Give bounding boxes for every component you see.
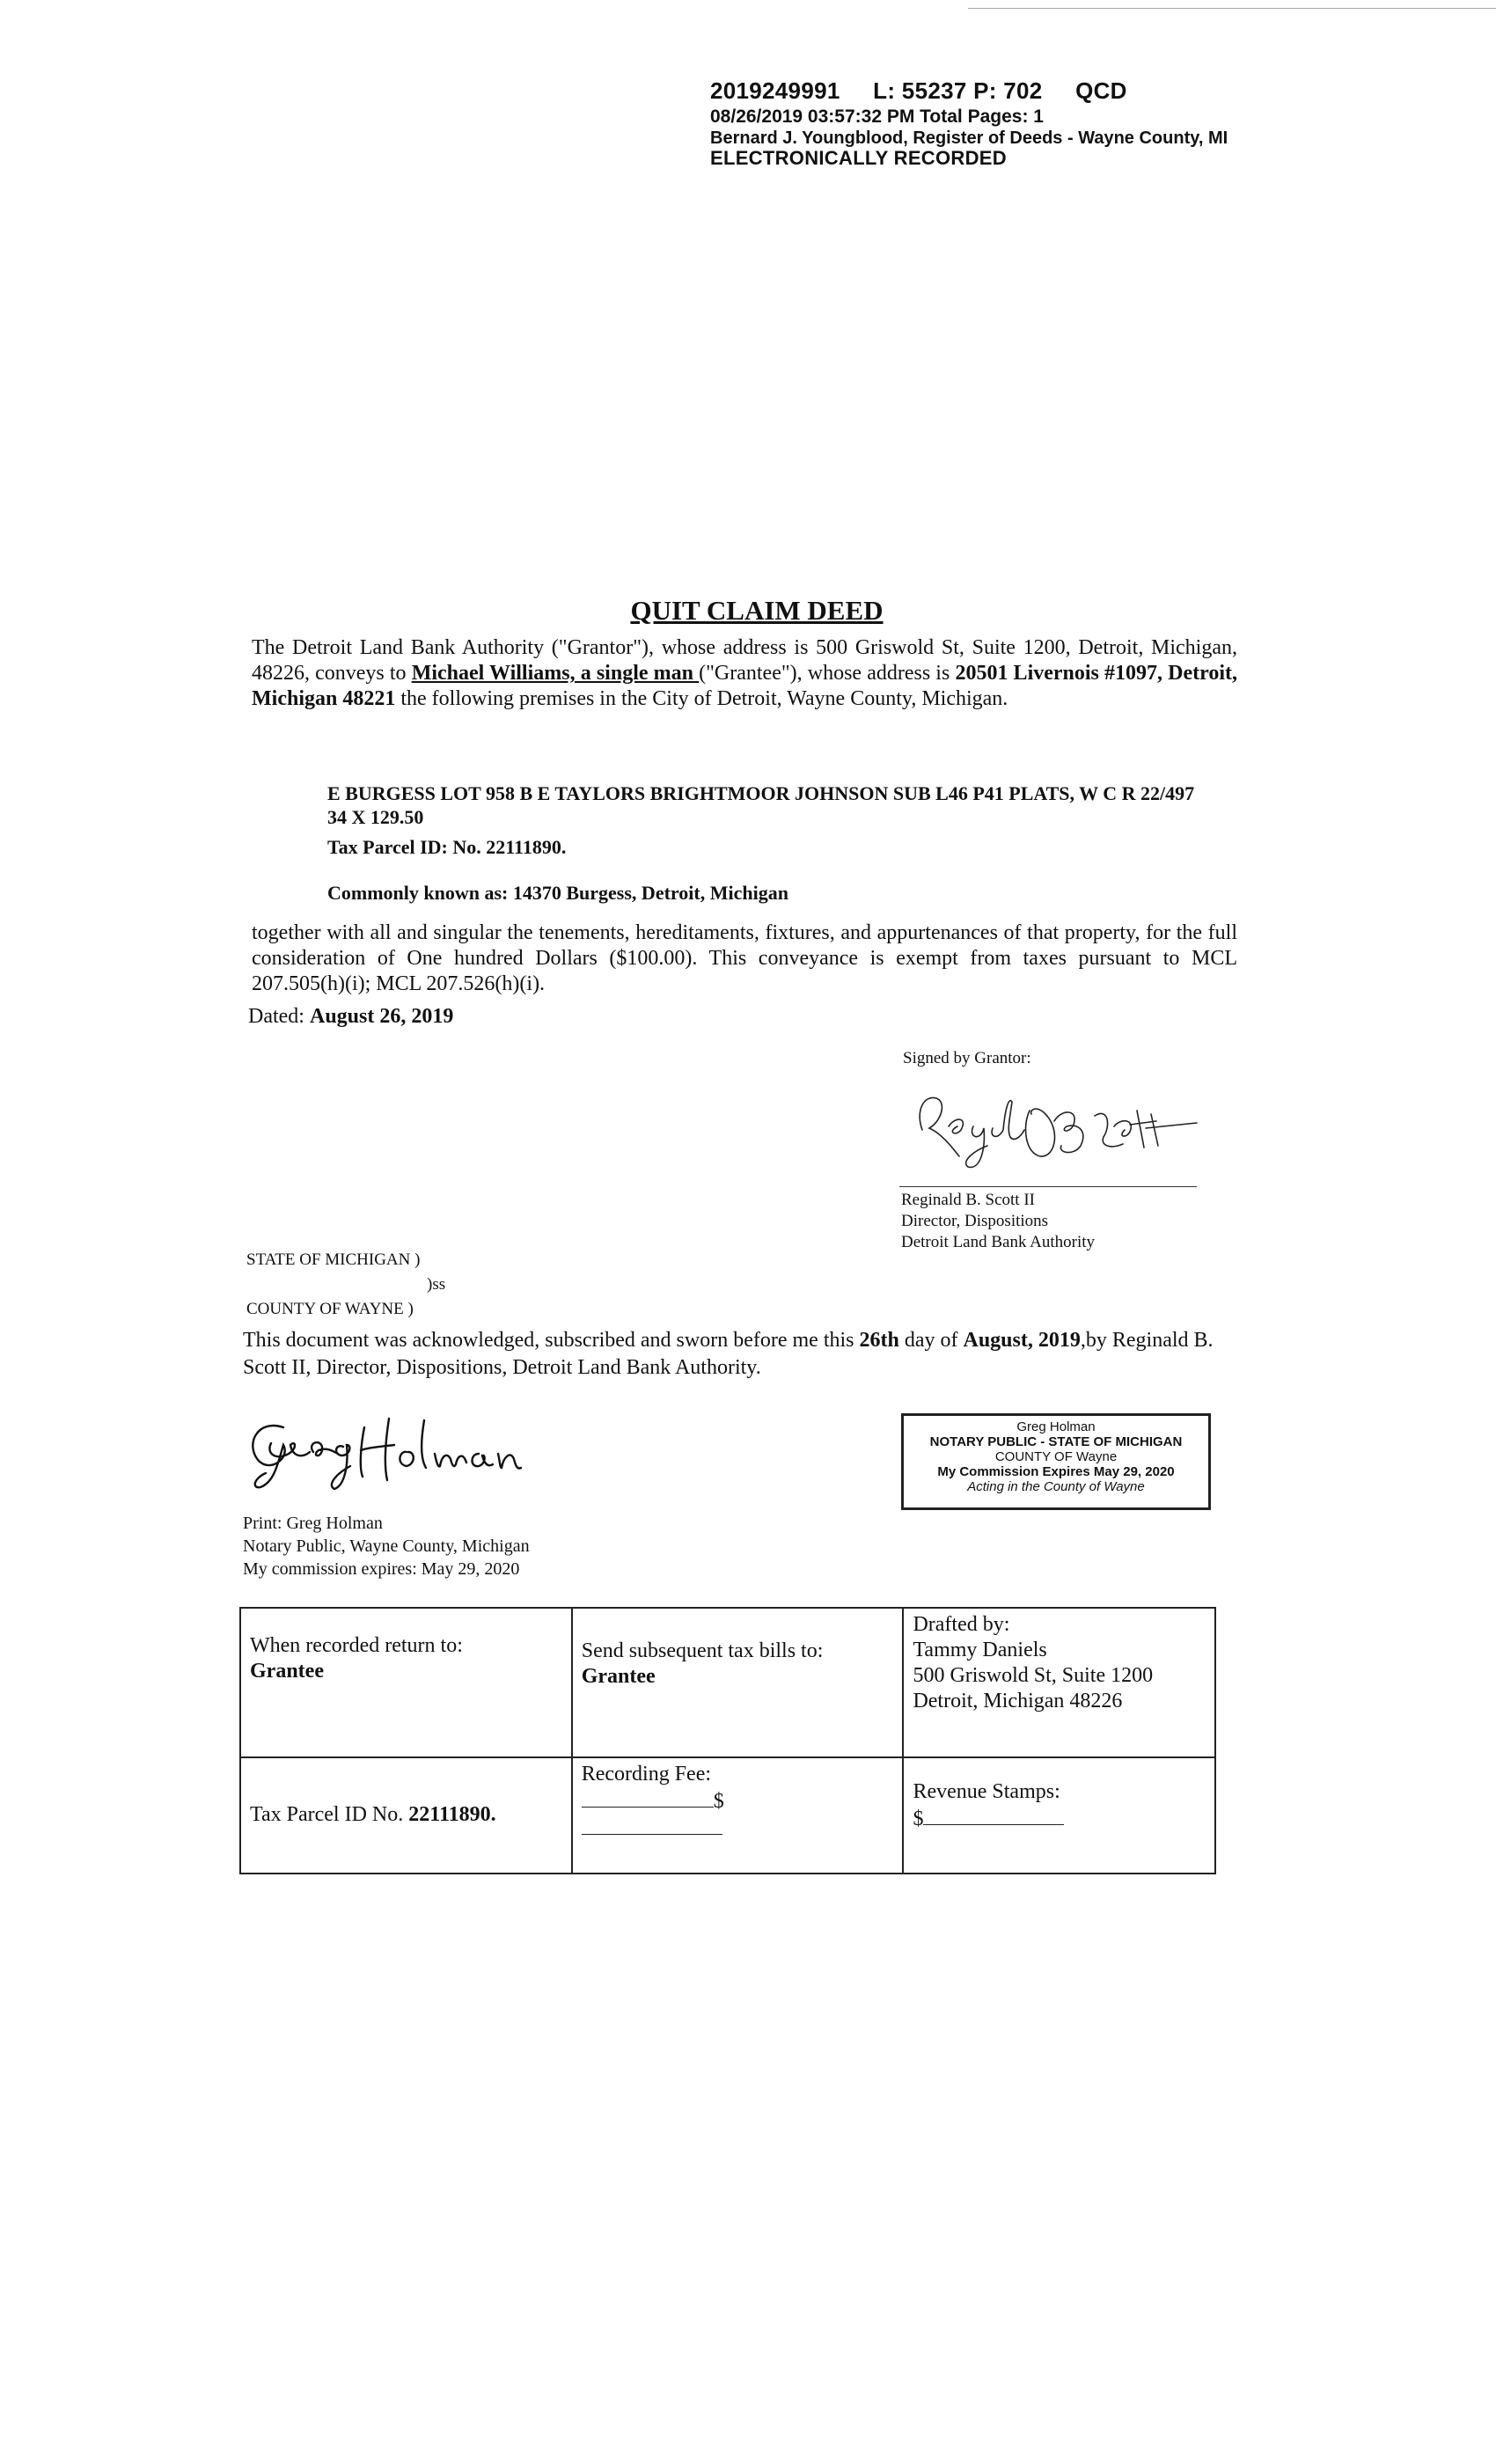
- recording-stamp: [710, 77, 1228, 170]
- tax-bills-cell: [572, 1608, 904, 1757]
- notary-print-name: Print: Greg Holman: [243, 1514, 383, 1533]
- stamp-acting: Acting in the County of Wayne: [967, 1479, 1145, 1494]
- revenue-stamps-blank: [923, 1805, 1064, 1825]
- conveyance-text-mid: ("Grantee"), whose address is: [699, 662, 956, 685]
- stamp-expires: My Commission Expires May 29, 2020: [937, 1464, 1175, 1479]
- drafted-by-name: Tammy Daniels: [913, 1639, 1047, 1661]
- consideration-paragraph: together with all and singular the tenements, hereditaments, fixtures, and appurtenances of that property, for the full consideration of One hundred Dollars ($100.00). This conveyance is exempt from taxes pursuant to MCL 207.505(h)(i); MCL 207.526(h)(i).: [252, 921, 1237, 995]
- conveyance-text: The Detroit Land Bank Authority ("Grantor"), whose address is 500 Griswold St, Suite 1200, Detroit, Michigan, 48226, conveys to: [252, 636, 1237, 685]
- scan-edge-line: [968, 8, 1496, 9]
- table-row: [240, 1757, 1215, 1874]
- stamp-name: Greg Holman: [1016, 1419, 1096, 1434]
- notary-signature: [239, 1401, 539, 1498]
- return-to-label: When recorded return to:: [250, 1634, 463, 1657]
- recording-info-table: [239, 1607, 1216, 1874]
- signer-title: Director, Dispositions: [901, 1212, 1049, 1230]
- notary-seal-stamp: [901, 1413, 1211, 1510]
- dated-line: [248, 1005, 453, 1029]
- tax-parcel-id: Tax Parcel ID: No. 22111890.: [327, 836, 567, 858]
- revenue-stamps-currency: $: [913, 1808, 924, 1830]
- venue-block: [246, 1248, 445, 1322]
- acknowledgment-paragraph: [243, 1327, 1246, 1382]
- recording-status: ELECTRONICALLY RECORDED: [710, 147, 1007, 169]
- notary-commission-expires: My commission expires: May 29, 2020: [243, 1559, 520, 1579]
- stamp-county: COUNTY OF Wayne: [994, 1449, 1118, 1464]
- recording-fee-currency: $: [713, 1790, 724, 1813]
- venue-county: COUNTY OF WAYNE ): [246, 1300, 414, 1318]
- drafted-by-cell: [903, 1608, 1215, 1757]
- drafted-by-address1: 500 Griswold St, Suite 1200: [913, 1664, 1154, 1687]
- tax-parcel-cell: [240, 1757, 572, 1874]
- ack-day: 26th: [859, 1329, 899, 1352]
- ack-month-year: August, 2019: [963, 1329, 1081, 1352]
- tax-bills-label: Send subsequent tax bills to:: [581, 1639, 824, 1662]
- liber-page: L: 55237 P: 702: [873, 77, 1043, 104]
- deed-title: QUIT CLAIM DEED: [630, 595, 884, 626]
- commonly-known-as: Commonly known as: 14370 Burgess, Detroit, Michigan: [327, 882, 788, 904]
- grantee-address: 20501 Livernois #1097, Detroit, Michigan 48221: [252, 662, 1237, 710]
- grantor-signature-line: [899, 1186, 1197, 1187]
- venue-ss: )ss: [427, 1275, 446, 1294]
- table-row: [240, 1608, 1215, 1757]
- document-number: 2019249991: [710, 77, 840, 104]
- ack-text-mid: day of: [898, 1329, 964, 1352]
- drafted-by-label: Drafted by:: [913, 1613, 1010, 1636]
- tax-parcel-value: 22111890.: [408, 1802, 496, 1826]
- venue-state: STATE OF MICHIGAN ): [246, 1250, 421, 1269]
- recording-fee-blank-2: [582, 1815, 722, 1835]
- grantor-signature: [906, 1075, 1206, 1181]
- conveyance-paragraph: [252, 635, 1237, 712]
- legal-description: E BURGESS LOT 958 B E TAYLORS BRIGHTMOOR JOHNSON SUB L46 P41 PLATS, W C R 22/497 34 X 129.50: [327, 782, 1195, 828]
- notary-title: Notary Public, Wayne County, Michigan: [243, 1536, 530, 1556]
- signer-name: Reginald B. Scott II: [901, 1191, 1035, 1209]
- ack-text-end: ,by Reginald B. Scott II, Director, Dispositions, Detroit Land Bank Authority.: [243, 1329, 1214, 1379]
- recording-fee-label: Recording Fee:: [581, 1763, 712, 1786]
- signed-by-label: Signed by Grantor:: [903, 1049, 1031, 1067]
- drafted-by-address2: Detroit, Michigan 48226: [913, 1690, 1123, 1712]
- recording-fee-cell: [572, 1757, 904, 1874]
- ack-text: This document was acknowledged, subscribed and sworn before me this: [243, 1329, 860, 1352]
- dated-label: Dated:: [248, 1005, 310, 1028]
- tax-bills-value: Grantee: [581, 1665, 656, 1688]
- revenue-stamps-label: Revenue Stamps:: [913, 1780, 1060, 1803]
- signer-organization: Detroit Land Bank Authority: [901, 1233, 1096, 1251]
- stamp-title: NOTARY PUBLIC - STATE OF MICHIGAN: [929, 1434, 1183, 1449]
- return-to-cell: [240, 1608, 572, 1757]
- conveyance-text-end: the following premises in the City of Detroit, Wayne County, Michigan.: [395, 687, 1008, 710]
- recording-datetime: 08/26/2019 03:57:32 PM Total Pages: 1: [710, 106, 1044, 127]
- revenue-stamps-cell: [903, 1757, 1215, 1874]
- register-of-deeds: Bernard J. Youngblood, Register of Deeds - Wayne County, MI: [710, 128, 1228, 148]
- document-type: QCD: [1075, 77, 1127, 104]
- recording-fee-blank: [582, 1787, 714, 1808]
- return-to-value: Grantee: [250, 1660, 324, 1683]
- notary-info: [243, 1512, 530, 1580]
- grantor-signer-block: [901, 1190, 1095, 1253]
- grantee-name: Michael Williams, a single man: [411, 662, 700, 685]
- tax-parcel-label: Tax Parcel ID No.: [250, 1802, 409, 1826]
- dated-value: August 26, 2019: [309, 1005, 454, 1028]
